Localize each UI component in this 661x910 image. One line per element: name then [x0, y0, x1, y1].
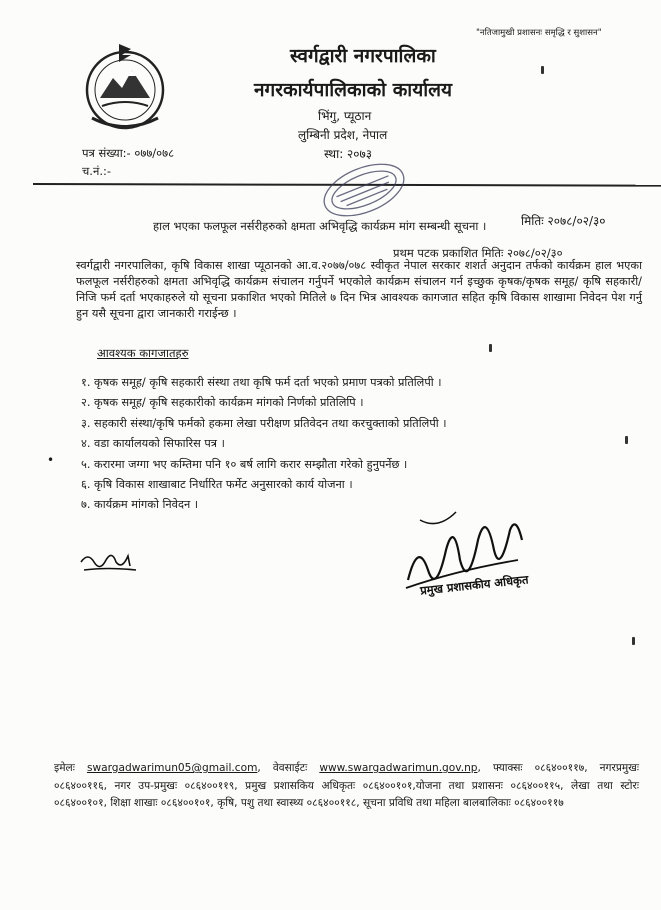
list-item: २. कृषक समूह/ कृषि सहकारीको कार्यक्रम मांगको निर्णको प्रतिलिपि ।: [81, 396, 364, 410]
ink-speck: [625, 436, 628, 444]
ink-speck: [632, 637, 635, 645]
list-item: १. कृषक समूह/ कृषि सहकारी संस्था तथा कृषि फर्म दर्ता भएको प्रमाण पत्रको प्रतिलिपी ।: [81, 376, 442, 389]
municipality-name: स्वर्गद्वारी नगरपालिका: [290, 45, 436, 67]
list-item: ६. कृषि विकास शाखाबाट निर्धारित फर्मेट अनुसारको कार्य योजना ।: [81, 478, 353, 492]
website-label: , वेवसाईटः: [257, 762, 308, 774]
requirements-list: [81, 373, 601, 516]
list-item: ४. वडा कार्यालयको सिफारिस पत्र ।: [81, 437, 225, 451]
office-name: नगरकार्यपालिकाको कार्यालय: [254, 79, 453, 101]
initials-signature: [78, 548, 140, 574]
email-link[interactable]: swargadwarimun05@gmail.com: [86, 762, 258, 774]
first-published-date: प्रथम पटक प्रकाशित मितिः २०७८/०२/३०: [393, 246, 563, 260]
website-link[interactable]: www.swargadwarimun.gov.np: [319, 762, 478, 774]
contact-footer: [54, 760, 639, 813]
list-item: ७. कार्यक्रम मांगको निवेदन ।: [81, 498, 199, 512]
contact-numbers: , फ्याक्सः ०८६४००११७, नगरप्रमुखः ०८६४००११६, नगर उप-प्रमुखः ०८६४००११९, प्रमुख प्रशासकिय अधिकृतः ०८६४००१०१,योजना तथा प्रशासनः ०८६४००११५, लेखा तथा स्टोरः ०८६४००१०१, शिक्षा शाखाः ०८६४००१०१, कृषि, पशु तथा स्वास्थ्य ०८६४००११८, सूचना प्रविधि तथा महिला बालबालिकाः ०८६४००११७: [54, 762, 639, 810]
address-line-1: भिंगु, प्यूठान: [318, 109, 372, 123]
office-stamp-icon: [318, 160, 410, 220]
dispatch-number: च.नं.:-: [82, 164, 112, 178]
officer-title: प्रमुख प्रशासकीय अधिकृत: [419, 572, 530, 598]
letter-number: पत्र संख्या:- ०७७/०७८: [82, 146, 175, 160]
ink-speck: [541, 66, 544, 74]
list-item: ५. करारमा जग्गा भए कम्तिमा पनि १० बर्ष लागि करार सम्झौता गरेको हुनुपर्नेछ ।: [81, 457, 408, 471]
email-label: इमेलः: [54, 762, 75, 774]
slogan: "नतिजामुखी प्रशासनः समृद्धि र सुशासन": [476, 28, 602, 38]
address-line-2: लुम्बिनी प्रदेश, नेपाल: [298, 128, 388, 142]
pen-mark-icon: •: [47, 453, 55, 467]
notice-body: स्वर्गद्वारी नगरपालिका, कृषि विकास शाखा प्यूठानको आ.व.२०७७/०७८ स्वीकृत नेपाल सरकार शशर्त अनुदान तर्फको कार्यक्रम हाल भएका फलफूल नर्सरीहरुको क्षमता अभिवृद्धि कार्यक्रम संचालन गर्नुपर्ने भएकोले कार्यक्रम संचालन गर्न इच्छुक कृषक/कृषक समूह/ कृषि सहकारी/निजि फर्म दर्ता भएकाहरुले यो सूचना प्रकाशित भएको मितिले ७ दिन भित्र आवश्यक कागजात सहित कृषि विकास शाखामा निवेदन पेश गर्नु हुन यसै सूचना द्वारा जानकारी गराईन्छ ।: [76, 259, 642, 320]
notice-subject: हाल भएका फलफूल नर्सरीहरुको क्षमता अभिवृद्धि कार्यक्रम मांग सम्बन्धी सूचना ।: [153, 219, 487, 233]
requirements-heading: आवश्यक कागजातहरु: [97, 346, 189, 360]
ink-speck: [489, 344, 492, 352]
government-emblem-icon: [80, 40, 170, 132]
established-year: स्था: २०७३: [324, 147, 373, 161]
notice-date: मितिः २०७८/०२/३०: [521, 214, 606, 228]
list-item: ३. सहकारी संस्था/कृषि फर्मको हकमा लेखा परीक्षण प्रतिवेदन तथा करचुक्ताको प्रतिलिपी ।: [81, 416, 447, 430]
